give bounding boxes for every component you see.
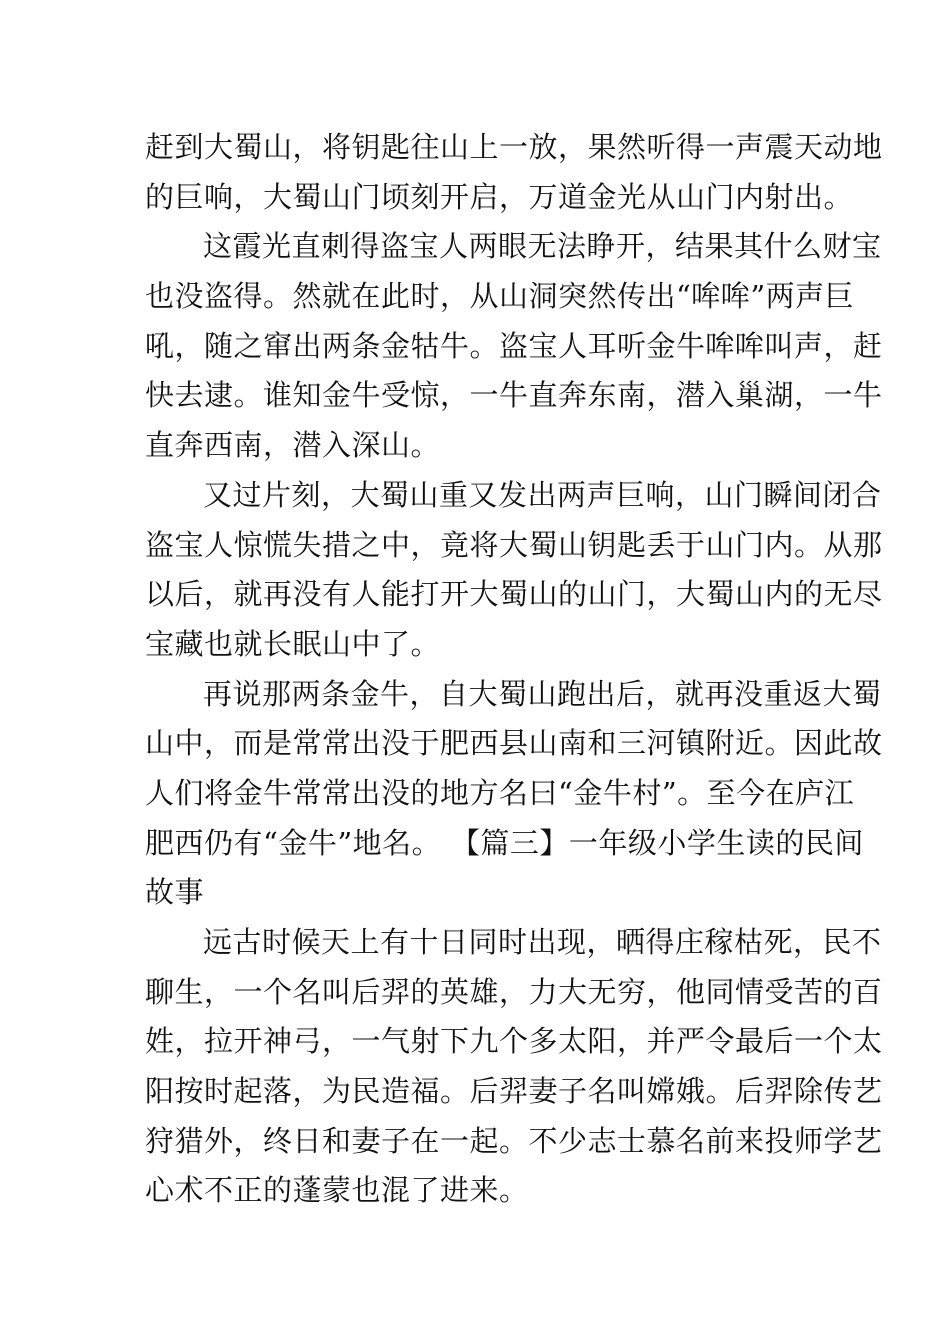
paragraph-start-line: 又过片刻，大蜀山重又发出两声巨响，山门瞬间闭合 bbox=[203, 477, 882, 512]
text-line: 聊生，一个名叫后羿的英雄，力大无穷，他同情受苦的百 bbox=[145, 974, 883, 1009]
text-line: 也没盗得。然就在此时，从山洞突然传出“哞哞”两声巨 bbox=[145, 279, 855, 314]
text-line: 姓，拉开神弓，一气射下九个多太阳，并严令最后一个太 bbox=[145, 1024, 883, 1059]
text-line: 的巨响，大蜀山门顷刻开启，万道金光从山门内射出。 bbox=[145, 179, 854, 214]
text-line: 故事 bbox=[145, 875, 205, 910]
text-line: 快去逮。谁知金牛受惊，一牛直奔东南，潜入巢湖，一牛 bbox=[145, 378, 883, 413]
text-line: 吼，随之窜出两条金牯牛。盗宝人耳听金牛哞哞叫声，赶 bbox=[145, 328, 883, 363]
text-line: 赶到大蜀山，将钥匙往山上一放，果然听得一声震天动地 bbox=[145, 130, 883, 164]
text-line: 盗宝人惊慌失措之中，竟将大蜀山钥匙丢于山门内。从那 bbox=[145, 527, 883, 562]
paragraph-start-line: 这霞光直刺得盗宝人两眼无法睁开，结果其什么财宝 bbox=[203, 229, 882, 264]
text-line: 直奔西南，潜入深山。 bbox=[145, 428, 441, 463]
text-line: 山中，而是常常出没于肥西县山南和三河镇附近。因此故 bbox=[145, 726, 883, 761]
text-line: 肥西仍有“金牛”地名。 【篇三】一年级小学生读的民间 bbox=[145, 825, 864, 860]
text-line: 人们将金牛常常出没的地方名曰“金牛村”。至今在庐江 bbox=[145, 775, 855, 810]
paragraph-start-line: 远古时候天上有十日同时出现，晒得庄稼枯死，民不 bbox=[203, 925, 882, 959]
document-body bbox=[145, 123, 883, 1216]
text-line: 心术不正的蓬蒙也混了进来。 bbox=[145, 1173, 529, 1208]
text-line: 宝藏也就长眠山中了。 bbox=[145, 626, 441, 661]
text-line: 阳按时起落，为民造福。后羿妻子名叫嫦娥。后羿除传艺 bbox=[145, 1074, 883, 1109]
text-line: 以后，就再没有人能打开大蜀山的山门，大蜀山内的无尽 bbox=[145, 577, 883, 612]
text-line: 狩猎外，终日和妻子在一起。不少志士慕名前来投师学艺 bbox=[145, 1123, 883, 1158]
paragraph-start-line: 再说那两条金牛，自大蜀山跑出后，就再没重返大蜀 bbox=[203, 676, 882, 711]
